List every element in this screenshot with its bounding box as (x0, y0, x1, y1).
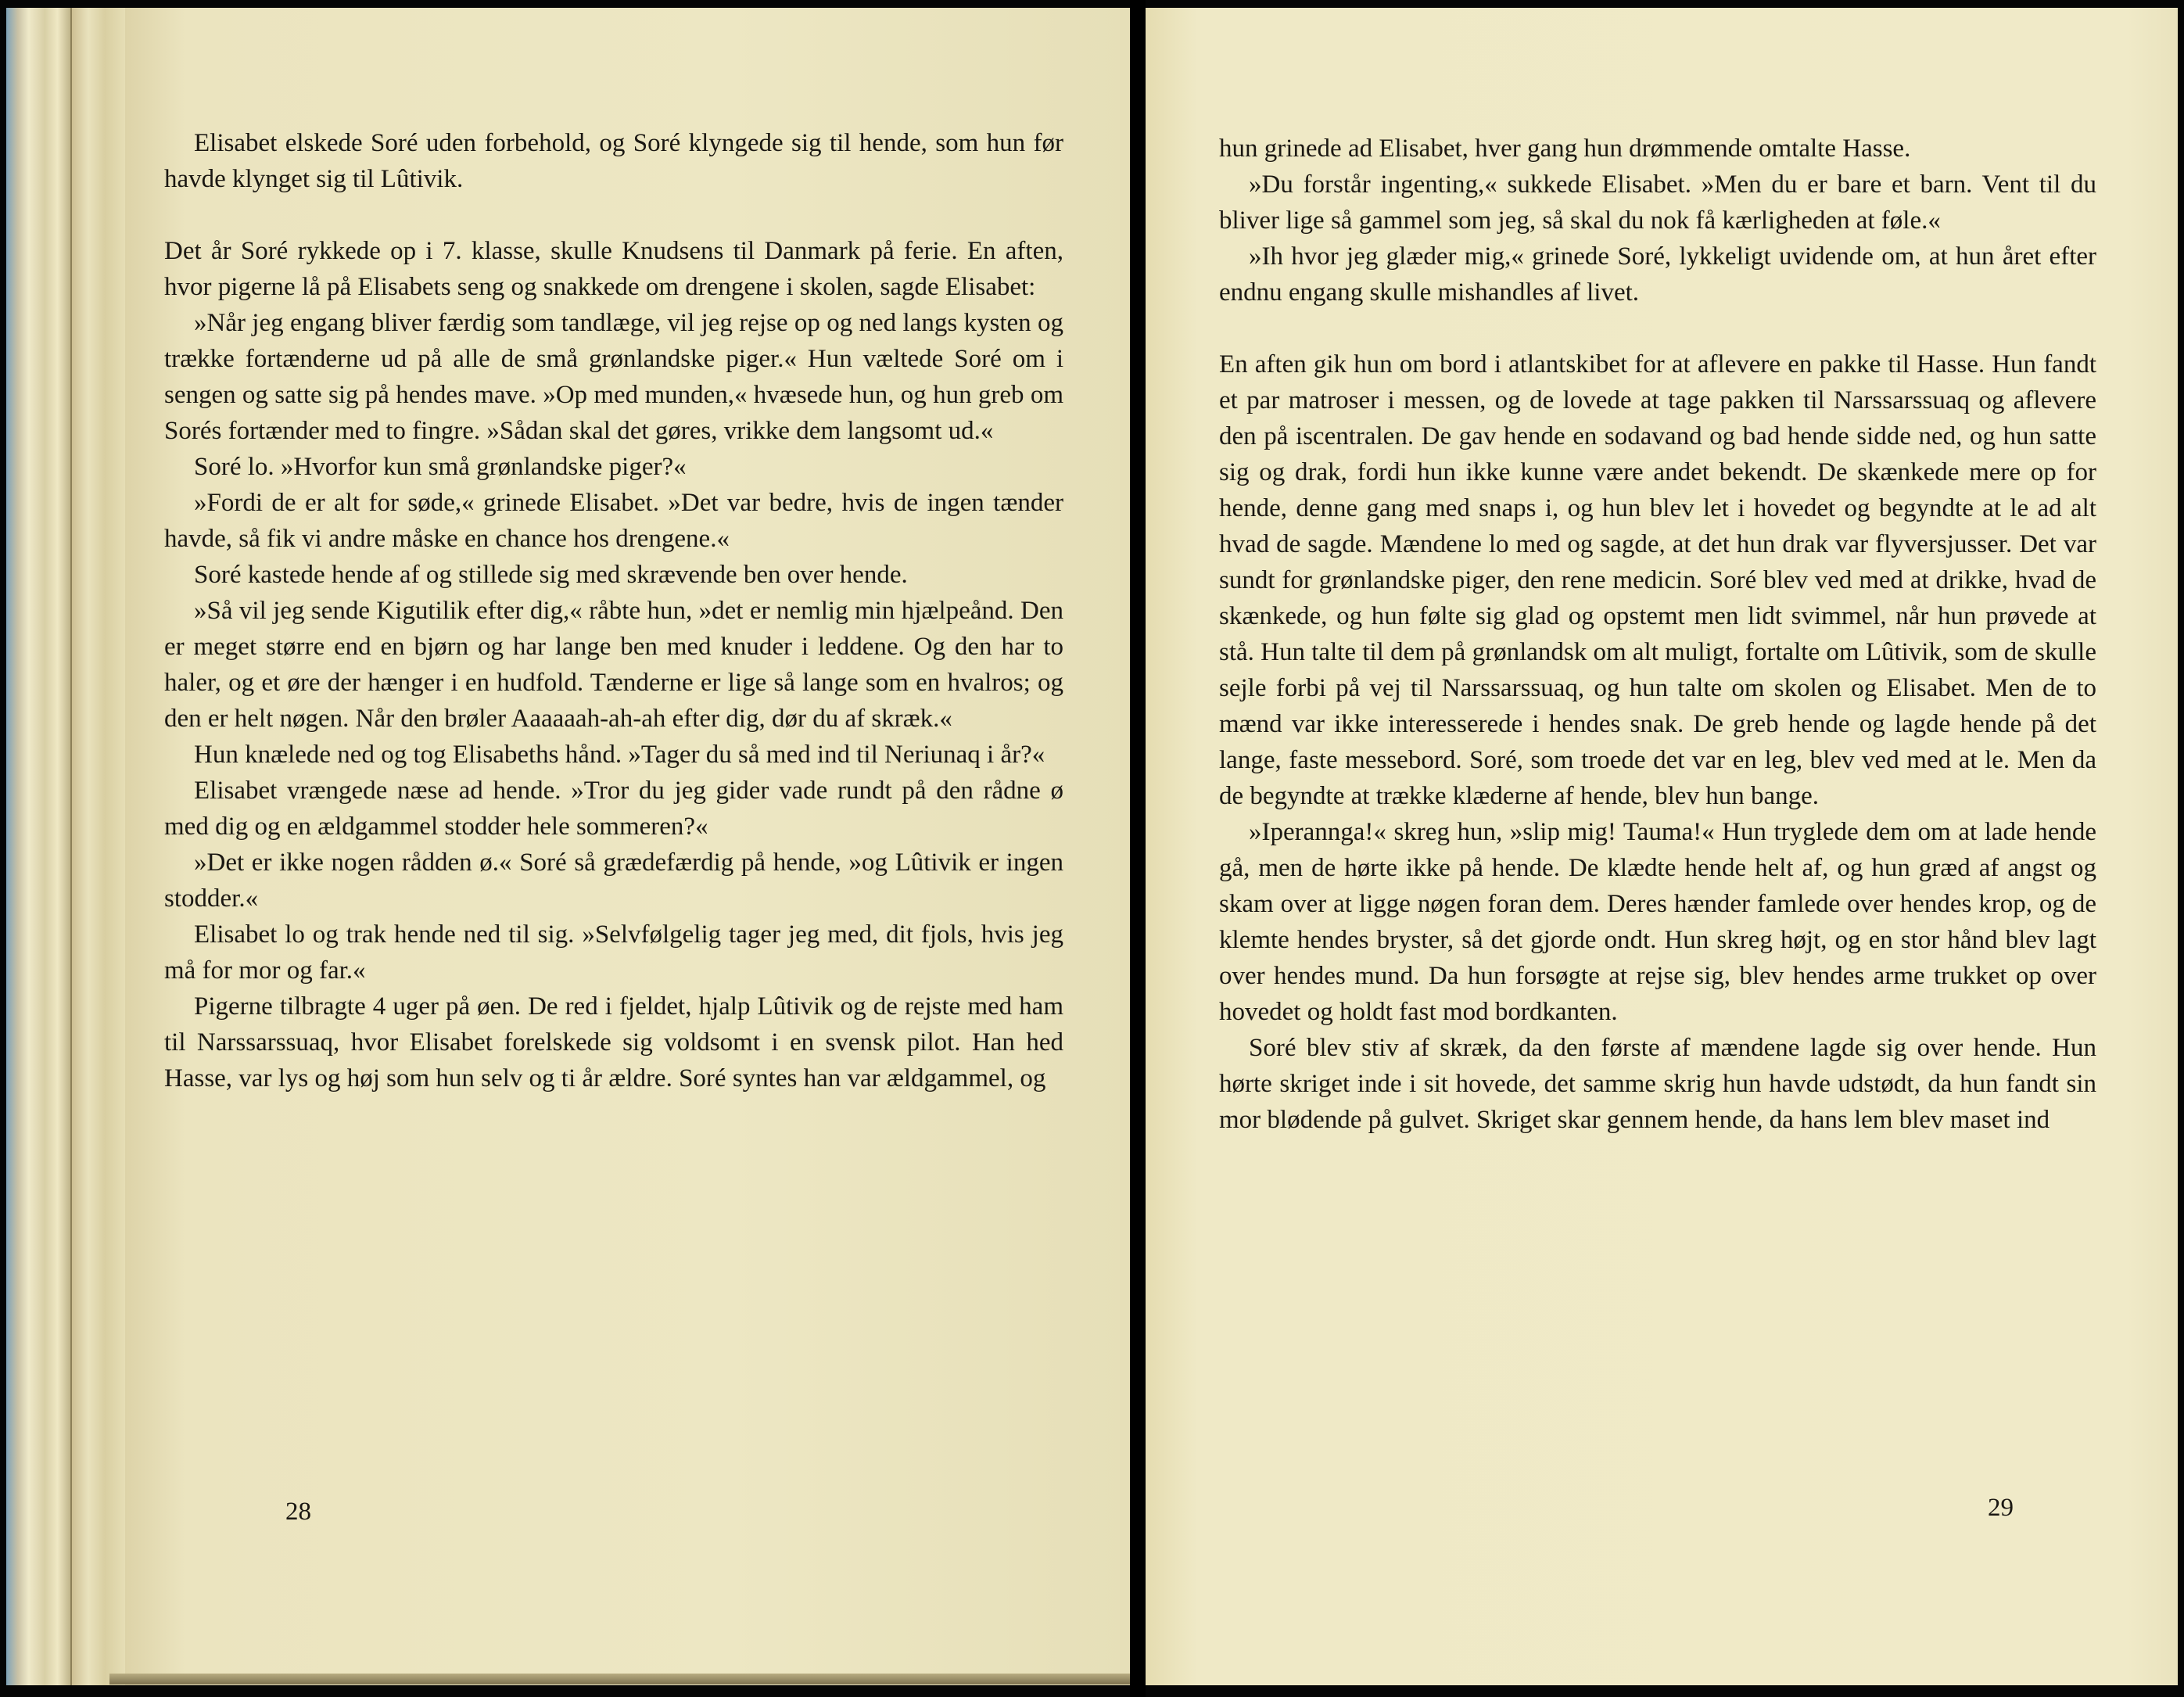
paragraph: hun grinede ad Elisabet, hver gang hun drømmende omtalte Hasse. (1219, 135, 1911, 163)
paragraph: Soré kastede hende af og stillede sig med skrævende ben over hende. (194, 561, 908, 589)
gutter (1130, 0, 1146, 1697)
left-page-text (164, 125, 1063, 1096)
paragraph: Elisabet vrængede næse ad hende. »Tror du jeg gider vade rundt på den rådne ø med dig og en ældgammel stodder hele sommeren?« (164, 777, 1063, 841)
right-page-text (1219, 131, 2096, 1138)
paragraph: »Du forstår ingenting,« sukkede Elisabet. »Men du er bare et barn. Vent til du bliver lige så gammel som jeg, så skal du nok få kærligheden at føle.« (1219, 170, 2096, 235)
right-page (1146, 8, 2178, 1685)
paragraph: Det år Soré rykkede op i 7. klasse, skulle Knudsens til Danmark på ferie. En aften, hvor pigerne lå på Elisabets seng og snakkede om drengene i skolen, sagde Elisabet: (164, 237, 1063, 301)
paragraph: »Ih hvor jeg glæder mig,« grinede Soré, lykkeligt uvidende om, at hun året efter endnu engang skulle mishandles af livet. (1219, 242, 2096, 307)
paragraph: Pigerne tilbragte 4 uger på øen. De red i fjeldet, hjalp Lûtivik og de rejste med ham til Narssarssuaq, hvor Elisabet forelskede sig voldsomt i en svensk pilot. Han hed Hasse, var lys og høj som hun selv og ti år ældre. Soré syntes han var ældgammel, og (164, 992, 1063, 1092)
paragraph: »Fordi de er alt for søde,« grinede Elisabet. »Det var bedre, hvis de ingen tænder havde, så fik vi andre måske en chance hos drengene.« (164, 489, 1063, 553)
book-binding (6, 8, 70, 1685)
paragraph: Elisabet elskede Soré uden forbehold, og Soré klyngede sig til hende, som hun før havde klynget sig til Lûtivik. (164, 129, 1063, 193)
page-number: 29 (1988, 1494, 2014, 1522)
paragraph: Soré blev stiv af skræk, da den første af mændene lagde sig over hende. Hun hørte skriget inde i sit hovede, det samme skrig hun havde udstødt, da hun fandt sin mor blødende på gulvet. Skriget skar gennem hende, da hans lem blev maset ind (1219, 1034, 2096, 1134)
page-bottom-edge (109, 1674, 1130, 1684)
paragraph: »Det er ikke nogen rådden ø.« Soré så grædefærdig på hende, »og Lûtivik er ingen stodder.« (164, 848, 1063, 913)
paragraph: Soré lo. »Hvorfor kun små grønlandske piger?« (194, 453, 687, 481)
paragraph: »Når jeg engang bliver færdig som tandlæge, vil jeg rejse op og ned langs kysten og trække fortænderne ud på alle de små grønlandske piger.« Hun væltede Soré om i sengen og satte sig på hendes mave. »Op med munden,« hvæsede hun, og hun greb om Sorés fortænder med to fingre. »Sådan skal det gøres, vrikke dem langsomt ud.« (164, 309, 1063, 445)
left-page (125, 8, 1130, 1685)
page-edges (70, 8, 127, 1685)
paragraph: Hun knælede ned og tog Elisabeths hånd. »Tager du så med ind til Neriunaq i år?« (194, 741, 1045, 769)
paragraph: »Iperannga!« skreg hun, »slip mig! Tauma!« Hun tryglede dem om at lade hende gå, men de hørte ikke på hende. De klædte hende helt af, og hun græd af angst og skam over at ligge nøgen foran dem. Deres hænder famlede over hendes krop, og de klemte hendes bryster, så det gjorde ondt. Hun skreg højt, og en stor hånd blev lagt over hendes mund. Da hun forsøgte at rejse sig, blev hendes arme trukket op over hovedet og holdt fast mod bordkanten. (1219, 818, 2096, 1026)
paragraph: »Så vil jeg sende Kigutilik efter dig,« råbte hun, »det er nemlig min hjælpeånd. Den er meget større end en bjørn og har lange ben med knuder i leddene. Og den har to haler, og et øre der hænger i en hudfold. Tænderne er lige så lange som en hvalros; og den er helt nøgen. Når den brøler Aaaaaah-ah-ah efter dig, dør du af skræk.« (164, 597, 1063, 733)
paragraph: Elisabet lo og trak hende ned til sig. »Selvfølgelig tager jeg med, dit fjols, hvis jeg må for mor og far.« (164, 920, 1063, 985)
paragraph: En aften gik hun om bord i atlantskibet for at aflevere en pakke til Hasse. Hun fandt et par matroser i messen, og de lovede at tage pakken til Narssarssuaq og aflevere den på iscentralen. De gav hende en sodavand og bad hende sidde ned, og hun satte sig og drak, fordi hun ikke kunne være andet bekendt. De skænkede mere op for hende, denne gang med snaps i, og hun blev let i hovedet og begyndte at le ad alt hvad de sagde. Mændene lo med og sagde, at det hun drak var flyversjusser. Det var sundt for grønlandske piger, den rene medicin. Soré blev ved med at drikke, hvad de skænkede, og hun følte sig glad og opstemt men lidt svimmel, når hun prøvede at stå. Hun talte til dem på grønlandsk om alt muligt, fortalte om Lûtivik, som de skulle sejle forbi på vej til Narssarssuaq, og hun talte om skolen og Elisabet. Men de to mænd var ikke interesserede i hendes snak. De greb hende og lagde hende på det lange, faste messebord. Soré, som troede det var en leg, blev ved med at le. Men da de begyndte at trække klæderne af hende, blev hun bange. (1219, 350, 2096, 810)
page-number: 28 (285, 1498, 311, 1526)
